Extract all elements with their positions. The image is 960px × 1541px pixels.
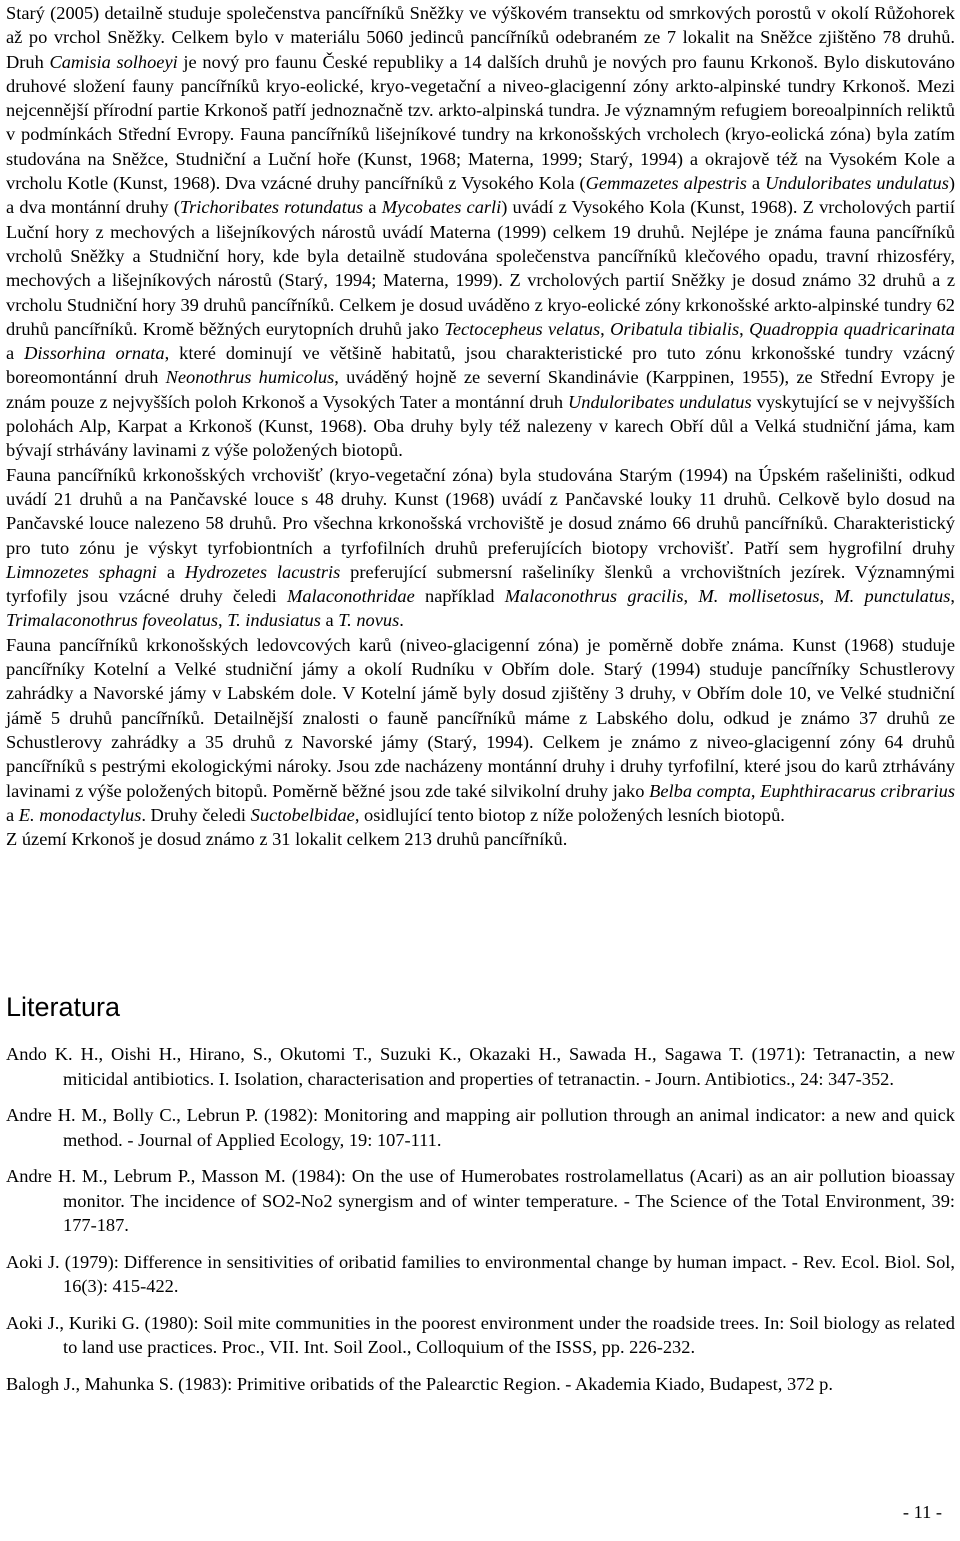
- text-run: . Druhy čeledi: [141, 804, 251, 825]
- text-run: ,: [750, 780, 761, 801]
- text-run: ,: [683, 586, 699, 607]
- taxon-name: Quadroppia quadricarinata: [749, 318, 956, 339]
- text-run: a: [6, 804, 19, 825]
- text-run: Starý (2005) detailně studuje společenstva pancířníků Sněžky ve výškovém transektu od smrkových porostů v okolí Růžohorek až po vrchol Sněžky. Celkem bylo v materiálu 5060 jedinců pancířníků odebraném ze 7 lokalit na Sněžce zjištěno 78 druhů. Druh: [6, 3, 955, 72]
- taxon-name: Unduloribates undulatus: [765, 173, 949, 194]
- taxon-name: Malaconothrus gracilis: [504, 586, 684, 607]
- taxon-name: Euphthiracarus cribrarius: [760, 780, 955, 801]
- text-run: je nový pro faunu České republiky a 14 dalších druhů je nových pro faunu Krkonoš. Bylo diskutováno druhové složení fauny pancířníků kryo-eolické, kryo-vegetační a niveo-glacigenní zóny arkto-alpinské tundry Krkonoš. Mezi nejcennější přírodní partie Krkonoš patří jednoznačně tzv. arkto-alpinská tundra. Je významným refugiem boreoalpinních reliktů v podmínkách Střední Evropy. Fauna pancířníků lišejníkové tundry na krkonošských vrcholech (kryo-eolická zóna) byla zatím studována na Sněžce, Studniční a Luční hoře (Kunst, 1968; Materna, 1999; Starý, 1994) a okrajově též na Vysokém Kole a vrcholu Kotle (Kunst, 1968). Dva vzácné druhy pancířníků z Vysokého Kola (: [6, 51, 955, 194]
- text-run: ,: [739, 318, 750, 339]
- text-run: Fauna pancířníků krkonošských ledovcových karů (niveo-glacigenní zóna) je poměrně dobře známa. Kunst (1968) studuje pancířníky Kotelní a Velké studniční jámy a okolí Rudníku v Obřím dole. Starý (1994) studuje pancířníky Schustlerovy zahrádky a Navorské jámy v Labském dole. V Kotelní jámě byly dosud zjištěny 3 druhy, v Obřím dole 10, ve Velké studniční jámě 5 druhů pancířníků. Detailnější znalosti o fauně pancířníků máme z Labského dolu, odkud je známo 37 druhů ze Schustlerovy zahrádky a 35 druhů z Navorské jámy (Starý, 1994). Celkem je známo z niveo-glacigenní zóny 64 druhů pancířníků s pestrými ekologickými nároky. Jsou zde nacházeny montánní druhy i druhy tyrfofilní, které jsou do karů ztrhávány lavinami z výše položených bitopů. Poměrně běžné jsou zde také silvikolní druhy jako: [6, 634, 955, 801]
- text-run: preferující submersní rašeliníky šlenků a vrchovištních jezírek. Významnými tyrfofily jsou vzácné druhy čeledi: [6, 561, 955, 607]
- taxon-name: T. indusiatus: [227, 610, 321, 631]
- taxon-name: Malaconothridae: [287, 586, 415, 607]
- body-paragraph: [6, 1, 955, 463]
- taxon-name: Hydrozetes lacustris: [184, 561, 341, 582]
- taxon-name: Trimalaconothrus foveolatus: [6, 610, 219, 631]
- body-text: [6, 1, 955, 851]
- taxon-name: Dissorhina ornata: [24, 343, 165, 364]
- text-run: .: [399, 610, 404, 631]
- section-heading-literatura: Literatura: [6, 992, 121, 1022]
- text-run: a: [363, 197, 382, 218]
- taxon-name: Tectocepheus velatus: [444, 318, 601, 339]
- text-run: ,: [218, 610, 228, 631]
- reference-entry: Balogh J., Mahunka S. (1983): Primitive oribatids of the Palearctic Region. - Akademia Kiado, Budapest, 372 p.: [6, 1373, 833, 1394]
- taxon-name: Trichoribates rotundatus: [179, 197, 364, 218]
- text-run: Fauna pancířníků krkonošských vrchovišť (kryo-vegetační zóna) byla studována Starým (1994) na Úpském rašeliništi, odkud uvádí 21 druhů a na Pančavské louce s 48 druhy. Kunst (1968) uvádí z Pančavské louky 11 druhů. Celkově bylo dosud na Pančavské louce nalezeno 58 druhů. Pro všechna krkonošská vrchoviště je dosud známo 66 druhů pancířníků. Charakteristický pro tuto zónu je výskyt tyrfobiontních a tyrfofilních druhů preferujících biotopy vrchovišť. Patří sem hygrofilní druhy: [6, 464, 955, 558]
- text-run: , uváděný hojně ze severní Skandinávie (Karppinen, 1955), ze Střední Evropy je znám pouze z nejvyšších poloh Krkonoš a Vysokých Tater a montánní druh: [6, 367, 956, 412]
- taxon-name: Gemmazetes alpestris: [585, 173, 747, 194]
- text-run: , které dominují ve většině habitatů, jsou charakteristické pro tuto zónu krkonošské tundry vzácný boreomontánní druh: [6, 343, 955, 388]
- taxon-name: M. mollisetosus: [698, 586, 820, 607]
- reference-entry: Ando K. H., Oishi H., Hirano, S., Okutomi T., Suzuki K., Okazaki H., Sawada H., Sagawa T. (1971): Tetranactin, a new miticidal antibiotics. I. Isolation, characterisation and properties of tetranactin. - Journ. Antibiotics., 24: 347-352.: [6, 1044, 955, 1089]
- taxon-name: M. punctulatus: [834, 586, 951, 607]
- taxon-name: Unduloribates undulatus: [567, 391, 752, 412]
- text-run: ) a dva montánní druhy (: [6, 173, 956, 218]
- text-run: a: [156, 561, 185, 582]
- text-run: Z území Krkonoš je dosud známo z 31 lokalit celkem 213 druhů pancířníků.: [6, 829, 568, 850]
- reference-entry: Andre H. M., Bolly C., Lebrun P. (1982): Monitoring and mapping air pollution through an animal indicator: a new and quick method. - Journal of Applied Ecology, 19: 107-111.: [6, 1105, 955, 1150]
- body-paragraph: [6, 463, 955, 633]
- text-run: , osidlující tento biotop z níže položených lesních biotopů.: [354, 804, 785, 825]
- reference-entry: Aoki J. (1979): Difference in sensitivities of oribatid families to environmental change by human impact. - Rev. Ecol. Biol. Sol, 16(3): 415-422.: [6, 1251, 955, 1296]
- taxon-name: Mycobates carli: [381, 197, 502, 218]
- text-run: a: [320, 610, 339, 631]
- page-number: - 11 -: [902, 1502, 942, 1522]
- reference-entry: Andre H. M., Lebrum P., Masson M. (1984): On the use of Humerobates rostrolamellatus (Acari) as an air pollution bioassay monitor. The incidence of SO2-No2 synergism and of winter temperature. - The Science of the Total Environment, 39: 177-187.: [6, 1166, 955, 1235]
- text-run: ,: [600, 318, 611, 339]
- text-run: ) uvádí z Vysokého Kola (Kunst, 1968). Z vrcholových partií Luční hory z mechových a lišejníkových nárostů uvádí Materna (1999) celkem 19 druhů. Nejlépe je známa fauna pancířníků vrcholů Sněžky a Studniční hory, kde byla detailně studována společenstva pancířníků klečového opadu, travní rhizosféry, mechových a lišejníkových nárostů (Starý, 1994; Materna, 1999). Z vrcholových partií Sněžky je dosud známo 32 druhů a z vrcholu Studniční hory 39 druhů pancířníků. Celkem je dosud uváděno z kryo-eolické zóny krkonošské arkto-alpinské tundry 62 druhů pancířníků. Kromě běžných eurytopních druhů jako: [6, 197, 955, 339]
- text-run: a: [6, 343, 25, 364]
- text-run: ,: [950, 586, 955, 607]
- text-run: a: [746, 173, 766, 194]
- taxon-name: T. novus: [338, 610, 400, 631]
- taxon-name: E. monodactylus: [18, 804, 142, 825]
- taxon-name: Belba compta: [649, 780, 751, 801]
- taxon-name: Limnozetes sphagni: [6, 561, 157, 582]
- body-paragraph: [6, 827, 955, 851]
- text-run: ,: [819, 586, 835, 607]
- reference-entry: Aoki J., Kuriki G. (1980): Soil mite communities in the poorest environment under the roadside trees. In: Soil biology as related to land use practices. Proc., VII. Int. Soil Zool., Colloquium of the ISSS, pp. 226-232.: [6, 1312, 955, 1357]
- text-run: například: [414, 586, 505, 607]
- taxon-name: Camisia solhoeyi: [49, 51, 178, 72]
- taxon-name: Oribatula tibialis: [610, 318, 740, 339]
- reference-list: [6, 1042, 955, 1408]
- text-run: vyskytující se v nejvyšších polohách Alp, Karpat a Krkonoš (Kunst, 1968). Oba druhy byly též nalezeny v karech Obří důl a Velká studniční jáma, kam bývají strhávány lavinami z výše položených biotopů.: [6, 391, 955, 461]
- taxon-name: Suctobelbidae: [250, 804, 355, 825]
- taxon-name: Neonothrus humicolus: [165, 367, 335, 388]
- body-paragraph: [6, 633, 955, 827]
